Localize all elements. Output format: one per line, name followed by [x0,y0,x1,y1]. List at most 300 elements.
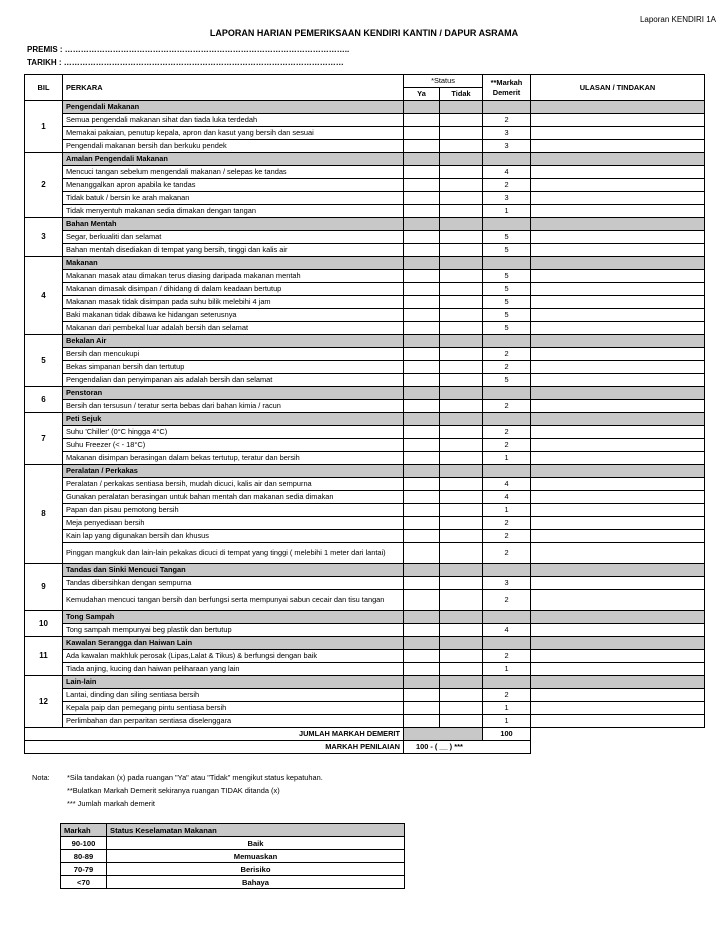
ya-checkbox[interactable] [404,650,440,663]
item-text: Semua pengendali makanan sihat dan tiada luka terdedah [63,114,404,127]
ya-checkbox[interactable] [404,361,440,374]
ulasan-field[interactable] [531,283,705,296]
section-header-row [25,465,705,478]
item-text: Makanan dari pembekal luar adalah bersih dan selamat [63,322,404,335]
ulasan-field[interactable] [531,114,705,127]
demerit-mark[interactable]: 5 [483,322,531,335]
ulasan-field[interactable] [531,577,705,590]
ulasan-cell [531,101,705,114]
demerit-mark[interactable]: 2 [483,530,531,543]
col-bil: BIL [25,75,63,101]
table-row [25,590,705,611]
section-title: Kawalan Serangga dan Haiwan Lain [63,637,404,650]
demerit-mark[interactable]: 3 [483,192,531,205]
ulasan-field[interactable] [531,374,705,387]
tidak-checkbox[interactable] [440,244,483,257]
ulasan-field[interactable] [531,127,705,140]
item-text: Bersih dan tersusun / teratur serta bebas dari bahan kimia / racun [63,400,404,413]
notes-label: Nota: [32,773,50,782]
ulasan-field[interactable] [531,590,705,611]
ya-checkbox[interactable] [404,348,440,361]
tidak-checkbox[interactable] [440,478,483,491]
markah-cell [483,413,531,426]
demerit-mark[interactable]: 5 [483,270,531,283]
demerit-mark[interactable]: 1 [483,452,531,465]
table-row [25,702,705,715]
table-row [25,283,705,296]
markah-cell [483,153,531,166]
tidak-checkbox[interactable] [440,577,483,590]
table-row [25,231,705,244]
table-row [25,624,705,637]
ulasan-field[interactable] [531,624,705,637]
section-title: Peti Sejuk [63,413,404,426]
ulasan-field[interactable] [531,231,705,244]
tidak-cell [440,637,483,650]
ulasan-field[interactable] [531,517,705,530]
ya-checkbox[interactable] [404,322,440,335]
demerit-mark[interactable]: 2 [483,517,531,530]
ulasan-field[interactable] [531,478,705,491]
demerit-mark[interactable]: 4 [483,624,531,637]
tidak-cell [440,465,483,478]
tidak-cell [440,153,483,166]
demerit-mark[interactable]: 2 [483,348,531,361]
ulasan-field[interactable] [531,296,705,309]
table-row [25,715,705,728]
ya-cell [404,564,440,577]
demerit-mark[interactable]: 5 [483,296,531,309]
ulasan-cell [531,218,705,231]
section-header-row [25,101,705,114]
tidak-cell [440,335,483,348]
demerit-mark[interactable]: 2 [483,179,531,192]
ulasan-cell [531,564,705,577]
ya-checkbox[interactable] [404,231,440,244]
ulasan-field[interactable] [531,361,705,374]
penilaian-value[interactable]: 100 - ( __ ) *** [404,741,531,754]
item-text: Makanan dimasak disimpan / dihidang di dalam keadaan bertutup [63,283,404,296]
ulasan-field[interactable] [531,270,705,283]
col-ulasan: ULASAN / TINDAKAN [531,75,705,101]
ya-checkbox[interactable] [404,426,440,439]
ya-checkbox[interactable] [404,244,440,257]
tidak-cell [440,257,483,270]
demerit-mark[interactable]: 1 [483,702,531,715]
section-header-row [25,153,705,166]
table-row [25,577,705,590]
table-row [25,322,705,335]
section-number: 12 [25,676,63,728]
demerit-mark[interactable]: 5 [483,231,531,244]
markah-cell [483,335,531,348]
penilaian-ulasan-blank [531,741,705,754]
item-text: Pengendali makanan bersih dan berkuku pendek [63,140,404,153]
tidak-checkbox[interactable] [440,140,483,153]
legend-range: <70 [61,876,107,889]
section-header-row [25,564,705,577]
tidak-checkbox[interactable] [440,543,483,564]
item-text: Gunakan peralatan berasingan untuk bahan mentah dan makanan sedia dimakan [63,491,404,504]
item-text: Kain lap yang digunakan bersih dan khusus [63,530,404,543]
section-title: Makanan [63,257,404,270]
table-row [25,650,705,663]
ulasan-field[interactable] [531,205,705,218]
ya-checkbox[interactable] [404,296,440,309]
ya-checkbox[interactable] [404,663,440,676]
section-number: 4 [25,257,63,335]
col-tidak: Tidak [440,88,483,101]
section-number: 9 [25,564,63,611]
form-reference: Laporan KENDIRI 1A [639,15,716,24]
section-number: 6 [25,387,63,413]
jumlah-ulasan-blank [531,728,705,741]
item-text: Makanan masak tidak disimpan pada suhu bilik melebihi 4 jam [63,296,404,309]
markah-cell [483,465,531,478]
item-text: Ada kawalan makhluk perosak (Lipas,Lalat & Tikus) & berfungsi dengan baik [63,650,404,663]
ulasan-field[interactable] [531,715,705,728]
ulasan-cell [531,257,705,270]
tidak-checkbox[interactable] [440,400,483,413]
legend-range: 70-79 [61,863,107,876]
table-row [25,439,705,452]
tidak-checkbox[interactable] [440,283,483,296]
table-row [25,270,705,283]
ya-cell [404,257,440,270]
section-number: 5 [25,335,63,387]
ya-cell [404,387,440,400]
section-title: Peralatan / Perkakas [63,465,404,478]
ya-checkbox[interactable] [404,270,440,283]
tidak-cell [440,413,483,426]
tidak-checkbox[interactable] [440,504,483,517]
ya-checkbox[interactable] [404,205,440,218]
table-row [25,478,705,491]
item-text: Makanan disimpan berasingan dalam bekas tertutup, teratur dan bersih [63,452,404,465]
demerit-mark[interactable]: 2 [483,543,531,564]
legend-header-markah: Markah [61,824,107,837]
jumlah-label: JUMLAH MARKAH DEMERIT [25,728,404,741]
tidak-checkbox[interactable] [440,650,483,663]
item-text: Peralatan / perkakas sentiasa bersih, mudah dicuci, kalis air dan sempurna [63,478,404,491]
item-text: Tong sampah mempunyai beg plastik dan bertutup [63,624,404,637]
table-row [25,114,705,127]
demerit-mark[interactable]: 2 [483,650,531,663]
ulasan-field[interactable] [531,702,705,715]
item-text: Bahan mentah disediakan di tempat yang bersih, tinggi dan kalis air [63,244,404,257]
section-number: 2 [25,153,63,218]
ulasan-field[interactable] [531,491,705,504]
tidak-checkbox[interactable] [440,166,483,179]
table-row [25,296,705,309]
ulasan-cell [531,465,705,478]
ya-cell [404,101,440,114]
ulasan-field[interactable] [531,309,705,322]
col-markah: **Markah Demerit [483,75,531,101]
ulasan-field[interactable] [531,322,705,335]
item-text: Lantai, dinding dan siling sentiasa bersih [63,689,404,702]
table-row [25,127,705,140]
tidak-cell [440,676,483,689]
demerit-mark[interactable]: 1 [483,715,531,728]
demerit-mark[interactable]: 5 [483,309,531,322]
markah-cell [483,676,531,689]
total-row [25,728,705,741]
ya-checkbox[interactable] [404,715,440,728]
tidak-checkbox[interactable] [440,590,483,611]
tidak-checkbox[interactable] [440,663,483,676]
tidak-checkbox[interactable] [440,530,483,543]
ulasan-field[interactable] [531,400,705,413]
table-row [25,543,705,564]
item-text: Kemudahan mencuci tangan bersih dan berfungsi serta mempunyai sabun cecair dan tisu tangan [63,590,404,611]
section-number: 3 [25,218,63,257]
legend-range: 90-100 [61,837,107,850]
tidak-checkbox[interactable] [440,114,483,127]
table-row [25,517,705,530]
tidak-checkbox[interactable] [440,296,483,309]
legend-header-status: Status Keselamatan Makanan [107,824,405,837]
demerit-mark[interactable]: 1 [483,504,531,517]
tidak-cell [440,387,483,400]
section-header-row [25,387,705,400]
tidak-checkbox[interactable] [440,348,483,361]
tidak-checkbox[interactable] [440,517,483,530]
ulasan-field[interactable] [531,689,705,702]
demerit-mark[interactable]: 2 [483,400,531,413]
table-row [25,452,705,465]
item-text: Tiada anjing, kucing dan haiwan peliharaan yang lain [63,663,404,676]
section-header-row [25,611,705,624]
tidak-checkbox[interactable] [440,689,483,702]
ya-checkbox[interactable] [404,400,440,413]
item-text: Menanggalkan apron apabila ke tandas [63,179,404,192]
markah-cell [483,637,531,650]
demerit-mark[interactable]: 1 [483,205,531,218]
demerit-mark[interactable]: 5 [483,283,531,296]
demerit-mark[interactable]: 5 [483,244,531,257]
table-row [25,205,705,218]
section-header-row [25,637,705,650]
note-3: *** Jumlah markah demerit [67,799,155,808]
ulasan-field[interactable] [531,530,705,543]
ya-checkbox[interactable] [404,309,440,322]
ya-checkbox[interactable] [404,504,440,517]
ya-cell [404,611,440,624]
ya-checkbox[interactable] [404,702,440,715]
ya-cell [404,465,440,478]
ya-checkbox[interactable] [404,166,440,179]
tidak-checkbox[interactable] [440,127,483,140]
tidak-checkbox[interactable] [440,426,483,439]
section-number: 8 [25,465,63,564]
ya-checkbox[interactable] [404,491,440,504]
demerit-mark[interactable]: 2 [483,439,531,452]
ulasan-field[interactable] [531,140,705,153]
premis-field[interactable]: PREMIS : …………………………………………………………………………………………….. [27,45,350,54]
ya-cell [404,676,440,689]
ya-checkbox[interactable] [404,624,440,637]
ya-checkbox[interactable] [404,590,440,611]
penilaian-label: MARKAH PENILAIAN [25,741,404,754]
legend-status: Baik [107,837,405,850]
section-number: 11 [25,637,63,676]
tidak-checkbox[interactable] [440,231,483,244]
demerit-mark[interactable]: 2 [483,114,531,127]
demerit-mark[interactable]: 4 [483,166,531,179]
legend-range: 80-89 [61,850,107,863]
ulasan-cell [531,387,705,400]
table-row [25,374,705,387]
tidak-checkbox[interactable] [440,205,483,218]
section-number: 10 [25,611,63,637]
table-row [25,426,705,439]
section-title: Tandas dan Sinki Mencuci Tangan [63,564,404,577]
ya-checkbox[interactable] [404,192,440,205]
ulasan-field[interactable] [531,179,705,192]
demerit-mark[interactable]: 2 [483,689,531,702]
item-text: Papan dan pisau pemotong bersih [63,504,404,517]
ya-checkbox[interactable] [404,374,440,387]
demerit-mark[interactable]: 4 [483,491,531,504]
table-row [25,491,705,504]
tidak-checkbox[interactable] [440,715,483,728]
section-title: Pengendali Makanan [63,101,404,114]
section-title: Penstoran [63,387,404,400]
ya-checkbox[interactable] [404,530,440,543]
ulasan-field[interactable] [531,426,705,439]
ya-checkbox[interactable] [404,127,440,140]
ya-checkbox[interactable] [404,517,440,530]
ulasan-cell [531,335,705,348]
table-row [25,244,705,257]
ya-checkbox[interactable] [404,577,440,590]
demerit-mark[interactable]: 1 [483,663,531,676]
markah-cell [483,387,531,400]
ulasan-field[interactable] [531,504,705,517]
demerit-mark[interactable]: 4 [483,478,531,491]
ulasan-field[interactable] [531,452,705,465]
ya-checkbox[interactable] [404,478,440,491]
tidak-checkbox[interactable] [440,361,483,374]
ya-cell [404,637,440,650]
markah-cell [483,101,531,114]
ulasan-field[interactable] [531,348,705,361]
ya-checkbox[interactable] [404,452,440,465]
ulasan-field[interactable] [531,543,705,564]
table-row [25,361,705,374]
inspection-table [24,74,705,754]
ulasan-cell [531,413,705,426]
legend-status: Berisiko [107,863,405,876]
demerit-mark[interactable]: 2 [483,361,531,374]
legend-row [61,863,405,876]
item-text: Bersih dan mencukupi [63,348,404,361]
ulasan-field[interactable] [531,663,705,676]
item-text: Tidak menyentuh makanan sedia dimakan dengan tangan [63,205,404,218]
legend-status: Bahaya [107,876,405,889]
ya-checkbox[interactable] [404,140,440,153]
ulasan-field[interactable] [531,650,705,663]
ulasan-cell [531,611,705,624]
section-header-row [25,676,705,689]
table-row [25,140,705,153]
note-1: *Sila tandakan (x) pada ruangan "Ya" atau "Tidak" mengikut status kepatuhan. [67,773,323,782]
tidak-cell [440,101,483,114]
section-title: Tong Sampah [63,611,404,624]
report-title: LAPORAN HARIAN PEMERIKSAAN KENDIRI KANTIN / DAPUR ASRAMA [209,28,519,38]
item-text: Pengendalian dan penyimpanan ais adalah bersih dan selamat [63,374,404,387]
tidak-checkbox[interactable] [440,491,483,504]
note-2: **Bulatkan Markah Demerit sekiranya ruangan TIDAK ditanda (x) [67,786,280,795]
ya-checkbox[interactable] [404,543,440,564]
table-row [25,504,705,517]
section-title: Amalan Pengendali Makanan [63,153,404,166]
jumlah-status-blank [404,728,483,741]
demerit-mark[interactable]: 3 [483,127,531,140]
item-text: Pinggan mangkuk dan lain-lain pekakas dicuci di tempat yang tinggi ( melebihi 1 meter dari lantai) [63,543,404,564]
ulasan-field[interactable] [531,192,705,205]
ulasan-field[interactable] [531,439,705,452]
ulasan-field[interactable] [531,244,705,257]
tidak-checkbox[interactable] [440,439,483,452]
item-text: Makanan masak atau dimakan terus diasing daripada makanan mentah [63,270,404,283]
ya-checkbox[interactable] [404,689,440,702]
ulasan-cell [531,153,705,166]
item-text: Perlimbahan dan perparitan sentiasa diselenggara [63,715,404,728]
tidak-checkbox[interactable] [440,309,483,322]
item-text: Suhu Freezer (< - 18°C) [63,439,404,452]
table-row [25,689,705,702]
section-header-row [25,335,705,348]
tidak-checkbox[interactable] [440,374,483,387]
tidak-checkbox[interactable] [440,452,483,465]
section-title: Bekalan Air [63,335,404,348]
ulasan-cell [531,676,705,689]
section-header-row [25,413,705,426]
demerit-mark[interactable]: 2 [483,426,531,439]
ya-checkbox[interactable] [404,114,440,127]
col-status: *Status [404,75,483,88]
ulasan-cell [531,637,705,650]
item-text: Suhu 'Chiller' (0°C hingga 4°C) [63,426,404,439]
markah-cell [483,611,531,624]
tarikh-field[interactable]: TARIKH : …………………………………………………………………………………………… [27,58,344,67]
table-row [25,400,705,413]
section-title: Bahan Mentah [63,218,404,231]
tidak-checkbox[interactable] [440,270,483,283]
demerit-mark[interactable]: 3 [483,577,531,590]
tidak-checkbox[interactable] [440,322,483,335]
tidak-checkbox[interactable] [440,702,483,715]
demerit-mark[interactable]: 5 [483,374,531,387]
item-text: Tandas dibersihkan dengan sempurna [63,577,404,590]
tidak-checkbox[interactable] [440,192,483,205]
ya-cell [404,335,440,348]
demerit-mark[interactable]: 2 [483,590,531,611]
ya-checkbox[interactable] [404,439,440,452]
section-header-row [25,218,705,231]
demerit-mark[interactable]: 3 [483,140,531,153]
ya-checkbox[interactable] [404,283,440,296]
ulasan-field[interactable] [531,166,705,179]
ya-checkbox[interactable] [404,179,440,192]
tidak-checkbox[interactable] [440,179,483,192]
tidak-checkbox[interactable] [440,624,483,637]
tidak-cell [440,611,483,624]
section-header-row [25,257,705,270]
item-text: Kepala paip dan pemegang pintu sentiasa bersih [63,702,404,715]
